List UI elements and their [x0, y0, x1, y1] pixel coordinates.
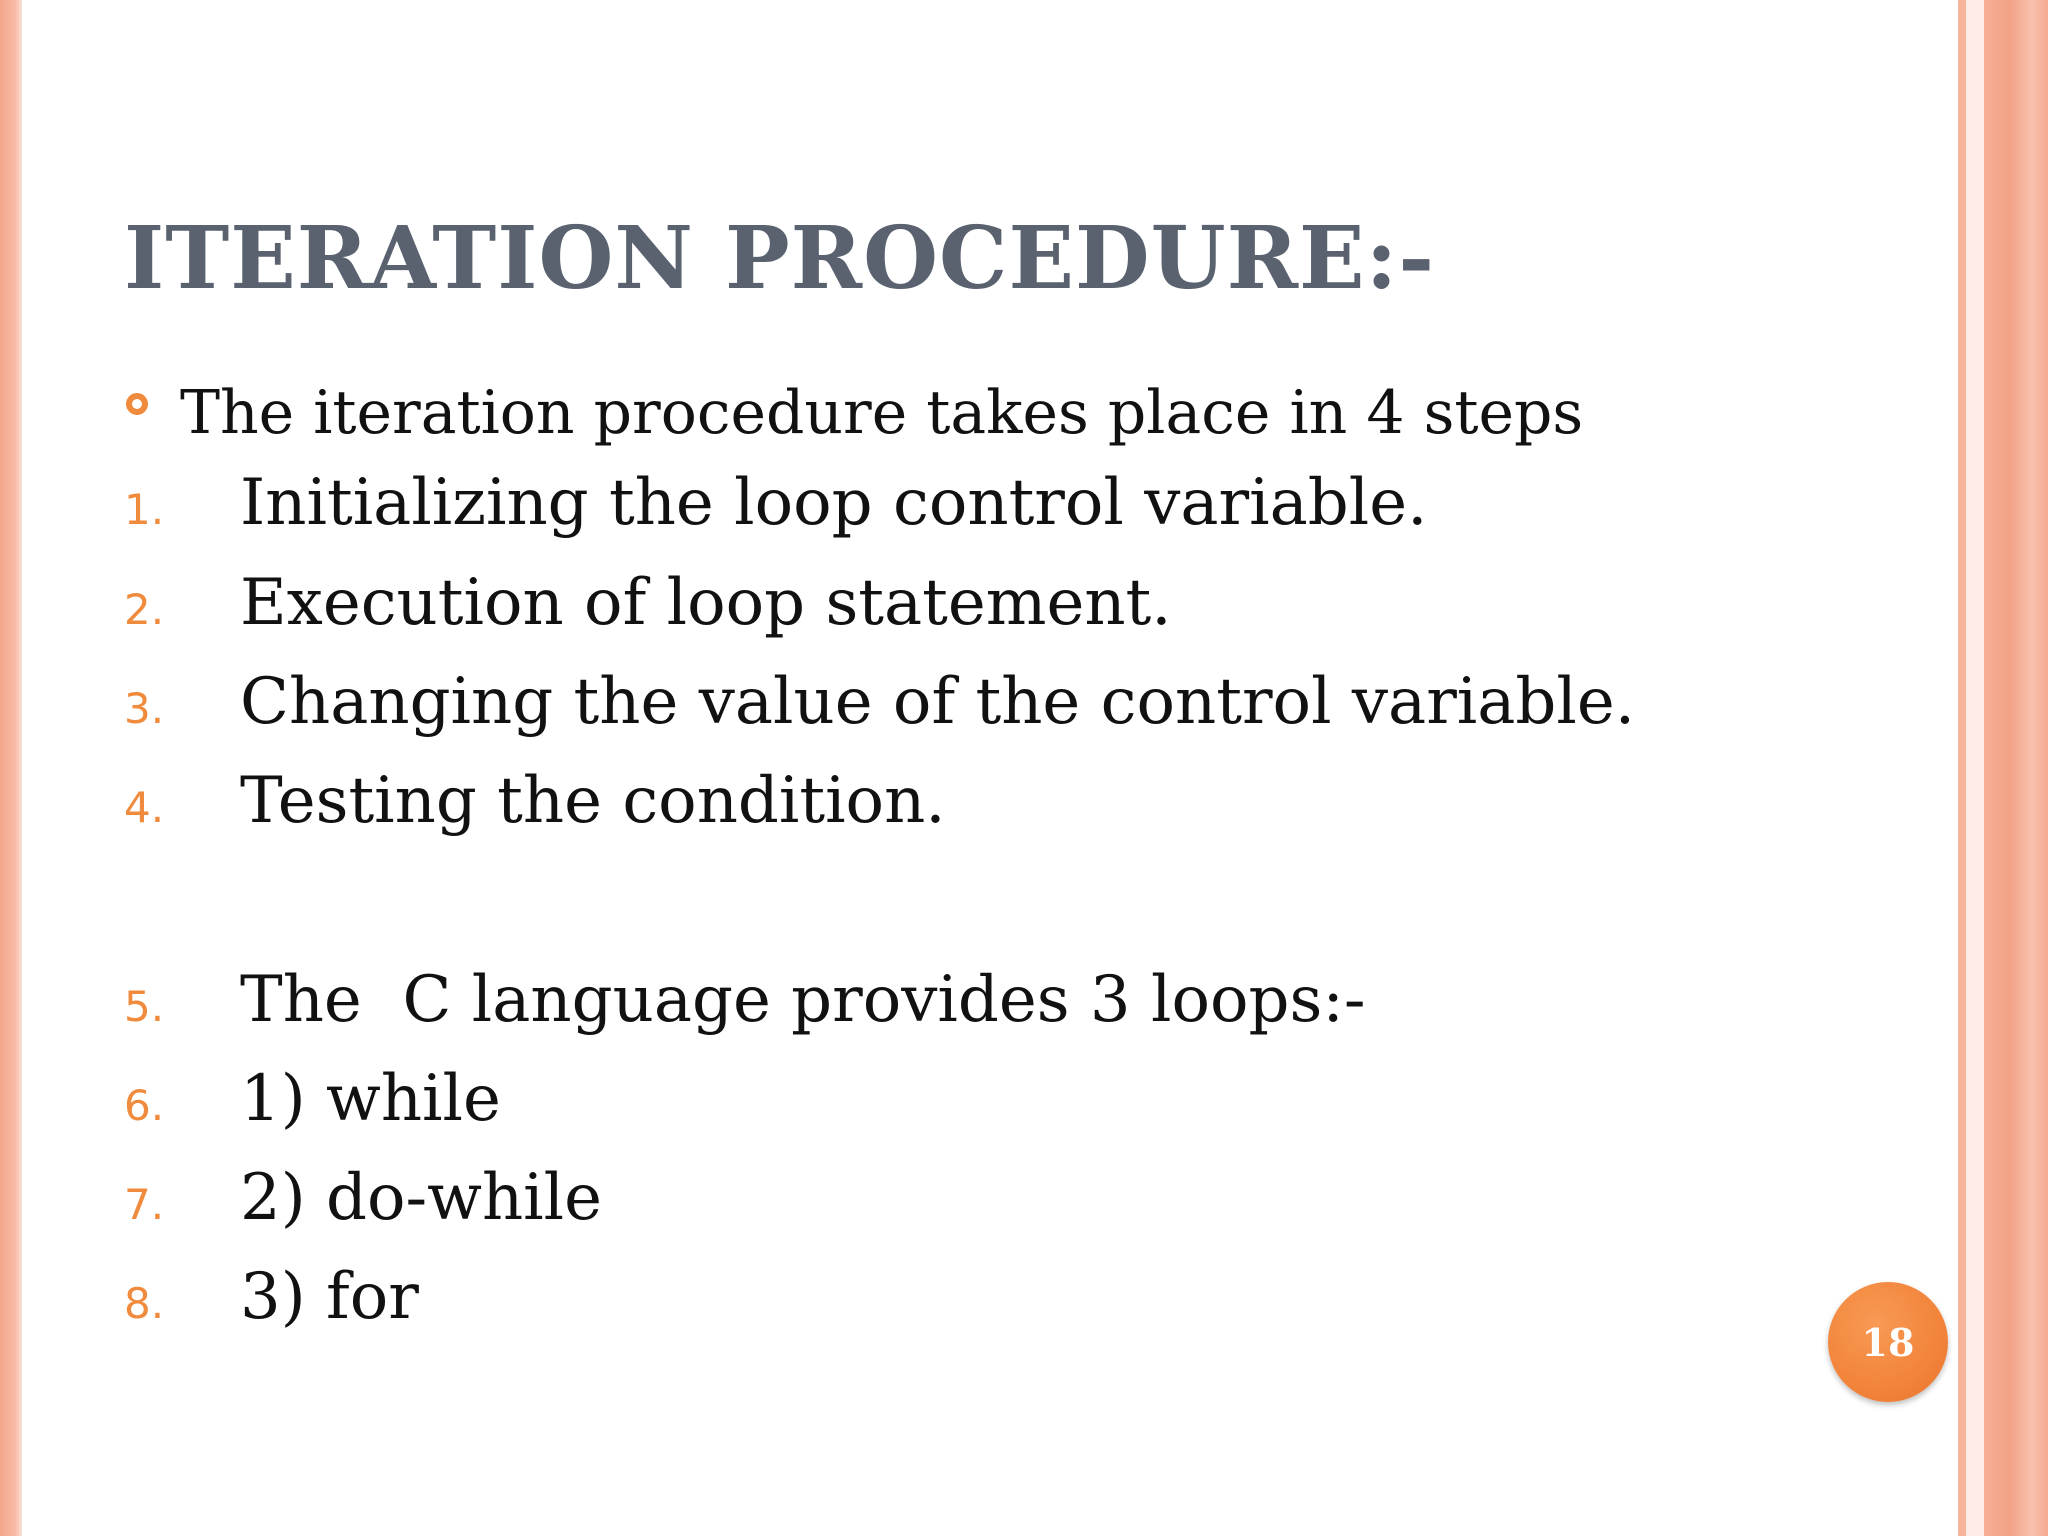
list-item-text: 3) for [240, 1260, 419, 1334]
intro-bullet-text: The iteration procedure takes place in 4 steps [180, 378, 1584, 448]
list-item [124, 665, 1635, 739]
list-item [124, 963, 1366, 1037]
page-number: 18 [1861, 1319, 1915, 1365]
list-item [124, 1062, 501, 1136]
list-item-text: Initializing the loop control variable. [240, 466, 1428, 540]
list-item-number: 1. [124, 485, 165, 534]
list-item-number: 3. [124, 684, 165, 733]
list-item-number: 6. [124, 1081, 165, 1130]
ring-bullet-icon [126, 393, 148, 415]
list-item-number: 4. [124, 783, 165, 832]
list-item-number: 5. [124, 982, 165, 1031]
list-item [124, 1260, 419, 1334]
list-item-text: Changing the value of the control variable. [240, 665, 1636, 739]
list-item [124, 466, 1427, 540]
left-border-decoration [0, 0, 22, 1536]
list-item-number: 8. [124, 1279, 165, 1328]
right-border-gap-decoration [1966, 0, 1984, 1536]
page-number-badge [1828, 1282, 1948, 1402]
right-border-thin-decoration [1958, 0, 1966, 1536]
right-border-thick-decoration [1984, 0, 2048, 1536]
list-item [124, 764, 946, 838]
slide-title: ITERATION PROCEDURE:- [124, 208, 1436, 309]
list-item-text: 1) while [240, 1062, 501, 1136]
list-item [124, 1161, 602, 1235]
list-item-text: Testing the condition. [240, 764, 946, 838]
list-item-number: 7. [124, 1180, 165, 1229]
list-item [124, 566, 1172, 640]
intro-bullet [126, 378, 1583, 448]
list-item-text: 2) do-while [240, 1161, 602, 1235]
list-item-number: 2. [124, 585, 165, 634]
list-item-text: Execution of loop statement. [240, 566, 1172, 640]
list-item-text: The C language provides 3 loops:- [240, 963, 1366, 1037]
